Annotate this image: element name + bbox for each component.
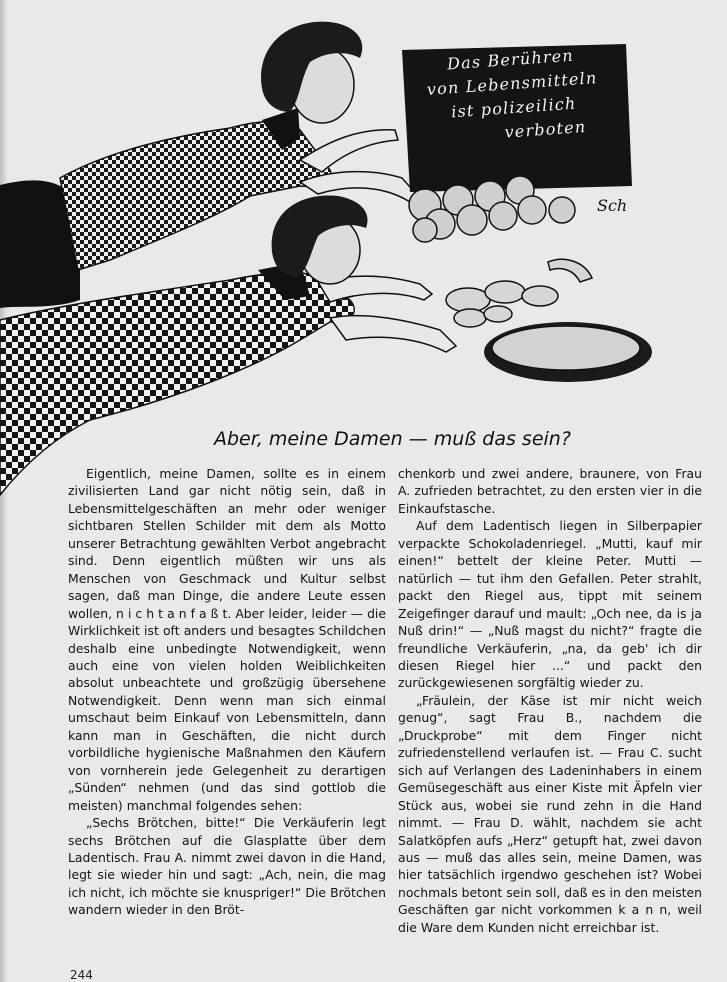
bread-rolls [446,259,592,327]
page-number: 244 [70,968,93,982]
sign-line: Das Berühren [446,45,575,74]
paragraph: „Fräulein, der Käse ist mir nicht weich genug“, sagt Frau B., nachdem die „Druckprobe“ mit dem Finger nicht zufriedenstellend verlaufen ist. — Frau C. sucht sich auf Verlangen des Ladeninhabers in einem Gemüsegeschäft aus einer Kiste mit Äpfeln vier Stück aus, wobei sie rund zehn in die Hand nimmt. — Frau D. wählt, nachdem sie acht Salatköpfen aufs „Herz“ getupft hat, zwei davon aus — muß das alles sein, meine Damen, was hier tatsächlich irgendwo geschehen ist? Wobei nochmals betont sein soll, daß es in den meisten Geschäften gar nicht vorkommen k a n n, weil die Ware dem Kunden nicht erreichbar ist. [398,692,702,935]
article-column-left [68,465,386,919]
sign-line: von Lebensmitteln [426,68,598,99]
paragraph: Auf dem Ladentisch liegen in Silberpapier verpackte Schokoladenriegel. „Mutti, kauf mir einen!“ bettelt der kleine Peter. Mutti — natürlich — tut ihm den Gefallen. Peter strahlt, packt den Riegel aus, tippt mit seinem Zeigefinger darauf und mault: „Och nee, da is ja Nuß drin!“ — „Nuß magst du nicht?“ fragte die freundliche Verkäuferin, „na, da geb' ich dir diesen Riegel hier ...“ und packt den zurückgewiesenen sorgfältig wieder zu. [398,518,702,691]
lower-woman-arm2 [330,316,456,352]
sign-line: ist polizeilich [450,93,578,122]
upper-woman-arm [300,130,398,172]
artist-signature: Sch [597,196,628,215]
paragraph: chenkorb und zwei andere, braunere, von Frau A. zufrieden betrachtet, zu den ersten vier in die Einkaufstasche. [398,466,702,516]
baguette-crust [492,326,640,370]
sign-text [399,40,627,151]
article-headline: Aber, meine Damen — muß das sein? [214,428,571,450]
sign-line: verboten [503,116,587,142]
article-column-right [398,465,702,936]
paragraph: „Sechs Brötchen, bitte!“ Die Verkäuferin legt sechs Brötchen auf die Glasplatte über dem Ladentisch. Frau A. nimmt zwei davon in die Hand, legt sie wieder hin und sagt: „Ach, nein, die mag ich nicht, ich möchte sie knuspriger!“ Die Brötchen wandern wieder in den Bröt- [68,815,386,918]
paragraph: Eigentlich, meine Damen, sollte es in einem zivilisierten Land gar nicht nötig sein, daß in Lebensmittelgeschäften an mehr oder weniger sichtbaren Stellen Schilder mit dem als Motto unserer Betrachtung gewählten Verbot angebracht sind. Denn eigentlich müßten wir uns als Menschen von Geschmack und Kultur selbst sagen, daß man Dinge, die andere Leute essen wollen, n i c h t a n f a ß t. Aber leider, leider — die Wirklichkeit ist oft anders und besagtes Schildchen deshalb eine unbedingte Notwendigkeit, wenn auch eine von vielen holden Weiblichkeiten absolut unbeachtete und großzügig übersehene Notwendigkeit. Denn wenn man sich einmal umschaut beim Einkauf von Lebensmitteln, dann kann man in Geschäften, die nicht durch vorbildliche hygienische Maßnahmen den Käufern von vornherein jede Gelegenheit zu derartigen „Sünden“ nehmen (und das sind gottlob die meisten) manchmal folgendes sehen: [68,466,386,813]
